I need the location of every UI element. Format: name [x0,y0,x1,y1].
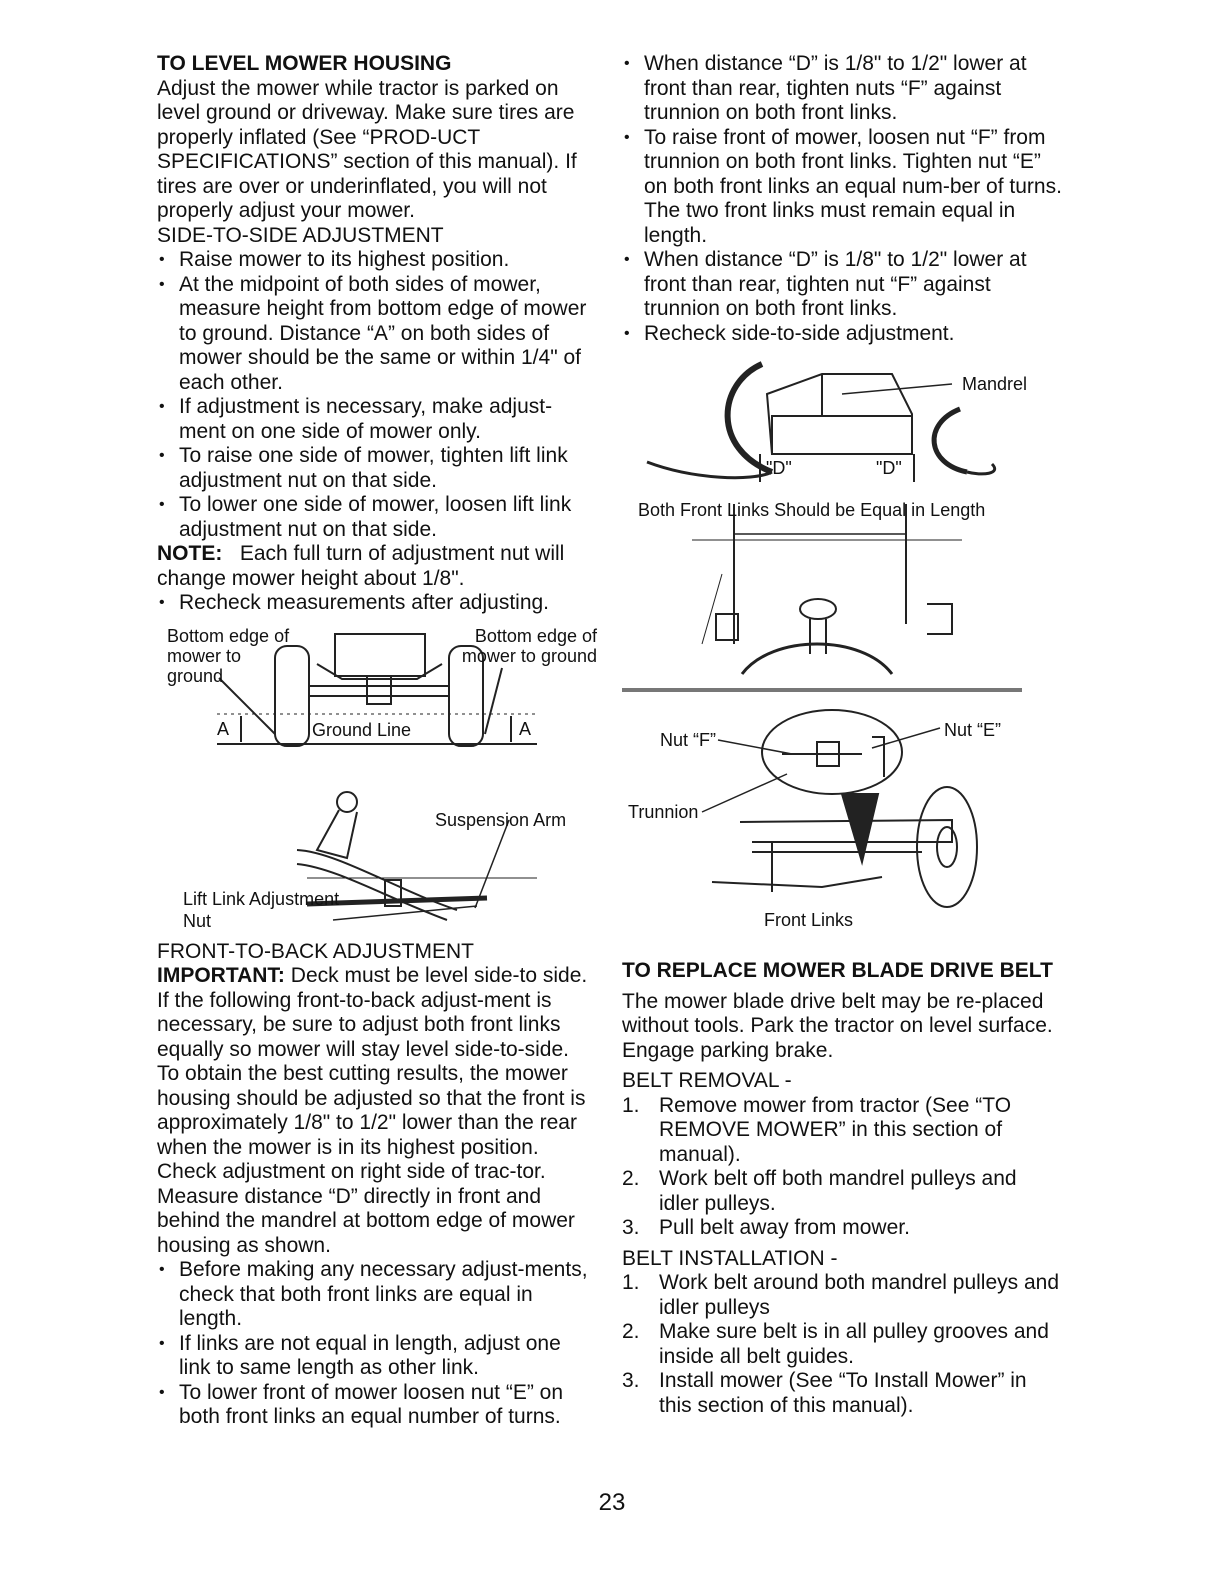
belt-installation-steps [622,1271,1062,1418]
belt-installation-heading: BELT INSTALLATION - [622,1246,838,1270]
right-column [622,52,1062,1418]
belt-intro: The mower blade drive belt may be re-placed without tools. Park the tractor on level surface. Engage parking brake. [622,989,1053,1062]
ground-line-label: Ground Line [312,719,412,740]
mandrel-figure [622,354,1062,694]
list-item [622,1369,1062,1418]
belt-removal-heading: BELT REMOVAL - [622,1069,792,1092]
recheck-list [157,591,597,616]
note-label: NOTE: [157,542,223,565]
list-item [622,1320,1062,1369]
suspension-arm-label: Suspension Arm [435,809,567,830]
step-text: Make sure belt is in all pulley grooves and inside all belt guides. [659,1320,1049,1368]
cutting-paragraph: To obtain the best cutting results, the mower housing should be adjusted so that the front is approximately 1/8" to 1/2" lower than the rear when the mower is in its highest position. [157,1062,586,1159]
bottom-edge-right-label: Bottom edge of mower to ground [461,625,597,666]
list-item: • To lower front of mower loosen nut “E” on both front links an equal number of turns. [157,1381,597,1430]
belt-removal-steps [622,1094,1062,1241]
step-number: 3. [622,1216,640,1239]
list-item: • To raise front of mower, loosen nut “F” from trunnion on both front links. Tighten nut “E” on both front links an equal num-ber of turns. The two front links must remain equal in length. [622,126,1062,249]
front-to-back-heading: FRONT-TO-BACK ADJUSTMENT [157,939,474,963]
trunnion-label: Trunnion [628,802,699,822]
list-item [622,1271,1062,1320]
lift-link-figure [157,780,597,930]
level-mower-heading: TO LEVEL MOWER HOUSING [157,52,452,75]
front-adjust-list [622,52,1062,346]
distance-a-right: A [519,718,532,739]
important-label: IMPORTANT: [157,964,285,987]
lift-link-label: Lift Link Adjustment Nut [183,888,340,931]
list-item: • Recheck measurements after adjusting. [157,591,597,616]
step-text: Work belt around both mandrel pulleys and idler pulleys [659,1271,1060,1319]
list-item: • Recheck side-to-side adjustment. [622,322,1062,347]
bottom-edge-left-label: Bottom edge of mower to ground [167,625,290,686]
list-item: • Before making any necessary adjust-ments, check that both front links are equal in length. [157,1258,597,1332]
list-item: • To lower one side of mower, loosen lift link adjustment nut on that side. [157,493,597,542]
step-number: 1. [622,1093,640,1117]
check-paragraph: Check adjustment on right side of trac-tor. Measure distance “D” directly in front and behind the mandrel at bottom edge of mower housing as shown. [157,1160,575,1257]
distance-d-rear: "D" [876,458,902,478]
side-to-side-list [157,248,597,542]
left-column [157,52,597,1430]
list-item: • When distance “D” is 1/8" to 1/2" lower at front than rear, tighten nuts “F” against trunnion on both front links. [622,52,1062,126]
side-level-figure [157,624,597,774]
list-item: • At the midpoint of both sides of mower, measure height from bottom edge of mower to ground. Distance “A” on both sides of mower should be the same or within 1/4" of each other. [157,273,597,396]
equal-links-caption: Both Front Links Should be Equal in Length [638,500,986,520]
important-paragraph [157,964,597,1062]
front-links-figure [622,702,1062,937]
step-text: Work belt off both mandrel pulleys and idler pulleys. [659,1167,1017,1215]
distance-d-front: "D" [766,458,792,478]
list-item: • To raise one side of mower, tighten lift link adjustment nut on that side. [157,444,597,493]
step-text: Pull belt away from mower. [659,1216,910,1239]
list-item [622,1094,1062,1168]
page-number: 23 [598,1489,626,1516]
front-links-label: Front Links [764,910,854,930]
mandrel-illustration [622,354,1062,694]
mandrel-label: Mandrel [962,374,1028,394]
list-item [622,1167,1062,1216]
nut-f-label: Nut “F” [660,730,716,750]
step-number: 1. [622,1271,640,1294]
step-text: Remove mower from tractor (See “TO REMOVE MOWER” in this section of manual). [659,1093,1012,1166]
intro-paragraph: Adjust the mower while tractor is parked on level ground or driveway. Make sure tires are properly inflated (See “PROD-UCT SPECIFICATIONS” section of this manual). If tires are over or underinflated, you will not properly adjust your mower. [157,76,577,222]
important-text: Deck must be level side-to side. If the following front-to-back adjust-ment is necessary, be sure to adjust both front links equally so mower will stay level side-to-side. [157,964,588,1061]
step-number: 2. [622,1320,640,1343]
distance-a-left: A [217,718,230,739]
note-text: Each full turn of adjustment nut will change mower height about 1/8". [157,542,565,590]
step-number: 3. [622,1369,640,1392]
nut-e-label: Nut “E” [944,720,1002,740]
replace-belt-heading: TO REPLACE MOWER BLADE DRIVE BELT [622,959,1053,982]
front-to-back-list [157,1258,597,1430]
side-to-side-heading: SIDE-TO-SIDE ADJUSTMENT [157,223,444,247]
step-text: Install mower (See “To Install Mower” in this section of this manual). [659,1369,1027,1417]
list-item: • When distance “D” is 1/8" to 1/2" lower at front than rear, tighten nut “F” against trunnion on both front links. [622,248,1062,322]
list-item [622,1216,1062,1241]
note [157,542,597,591]
list-item: • Raise mower to its highest position. [157,248,597,273]
step-number: 2. [622,1167,640,1190]
list-item: • If links are not equal in length, adjust one link to same length as other link. [157,1332,597,1381]
list-item: • If adjustment is necessary, make adjust-ment on one side of mower only. [157,395,597,444]
